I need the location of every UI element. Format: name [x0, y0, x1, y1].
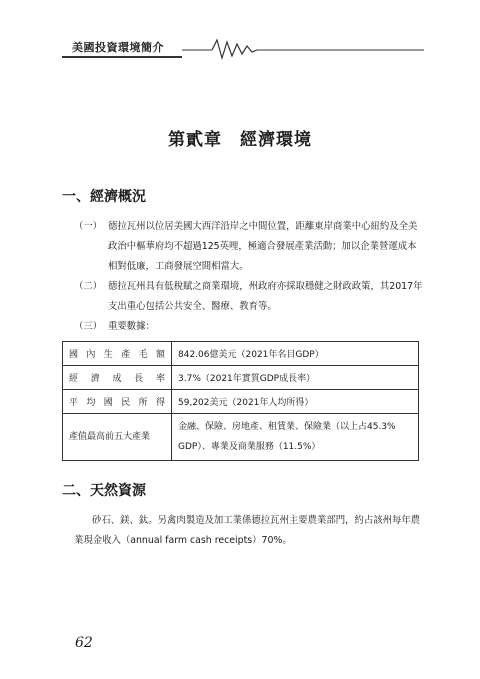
table-row — [63, 366, 419, 390]
chapter-title: 第貳章 經濟環境 — [168, 130, 312, 150]
list-item — [74, 317, 424, 337]
row-label: 經濟成長率 — [63, 366, 172, 390]
list-item — [74, 277, 424, 317]
item-text: 德拉瓦州以位居美國大西洋沿岸之中間位置，距離東岸商業中心紐約及全美政治中樞華府均不超過125英哩，極適合發展產業活動；加以企業營運成本相對低廉，工商發展空間相當大。 — [108, 221, 418, 272]
running-header — [62, 36, 424, 62]
table-row — [63, 414, 419, 461]
row-value: 金融、保險、房地產、租賃業、保險業（以上占45.3% GDP）、專業及商業服務（11.5%） — [172, 414, 419, 461]
table-row — [63, 390, 419, 414]
item-number: （一） — [74, 221, 103, 232]
header-title: 美國投資環境簡介 — [72, 41, 164, 54]
section-title-resources: 二、天然資源 — [62, 483, 146, 499]
row-value: 3.7%（2021年實質GDP成長率） — [172, 366, 419, 390]
item-number: （三） — [74, 321, 103, 332]
resources-paragraph: 砂石、鎂、鈦。另禽肉製造及加工業係德拉瓦州主要農業部門，約占該州每年農業現金收入（annual farm cash receipts）70%。 — [74, 515, 421, 546]
row-value: 842.06億美元（2021年名目GDP） — [172, 342, 419, 366]
row-value: 59,202美元（2021年人均所得） — [172, 390, 419, 414]
header-underline — [62, 56, 182, 58]
list-item — [74, 217, 424, 277]
row-label: 平均國民所得 — [63, 390, 172, 414]
item-text: 德拉瓦州具有低稅賦之商業環境，州政府亦採取穩健之財政政策，其2017年支出重心包括公共安全、醫療、教育等。 — [108, 281, 423, 312]
row-label: 產值最高前五大產業 — [63, 414, 172, 461]
page-number: 62 — [75, 635, 93, 651]
section-title-economy: 一、經濟概況 — [62, 189, 146, 205]
item-number: （二） — [74, 281, 103, 292]
economy-paragraphs — [74, 217, 424, 337]
key-data-table — [62, 341, 419, 461]
row-label: 國內生產毛額 — [63, 342, 172, 366]
item-text: 重要數據： — [108, 321, 155, 332]
table-row — [63, 342, 419, 366]
